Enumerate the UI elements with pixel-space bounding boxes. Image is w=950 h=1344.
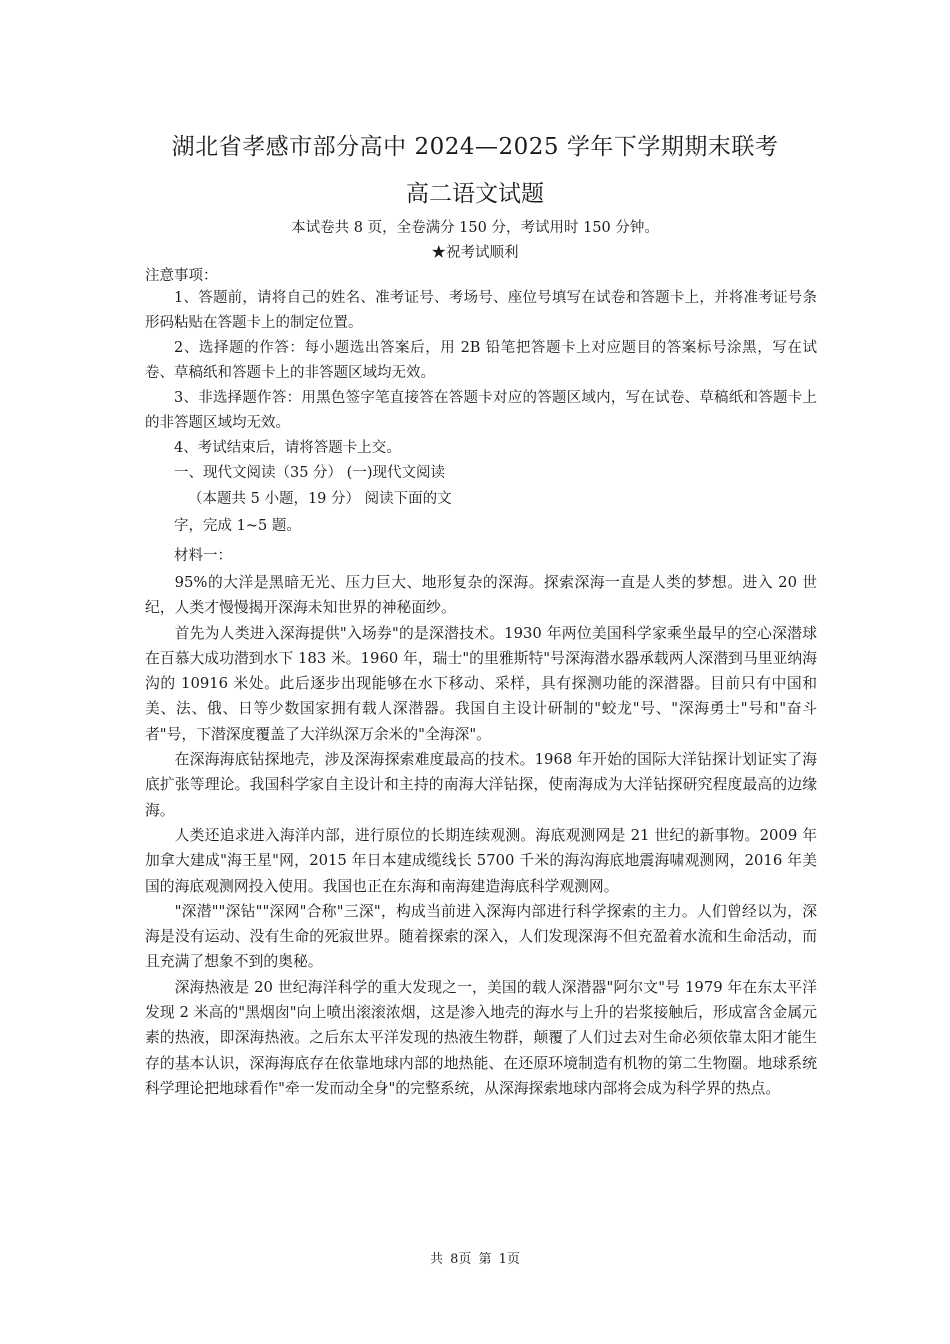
exam-info: 本试卷共 8 页，全卷满分 150 分，考试用时 150 分钟。: [291, 220, 659, 236]
passage-paragraph: 在深海海底钻探地壳，涉及深海探索难度最高的技术。1968 年开始的国际大洋钻探计划证实了海底扩张等理论。我国科学家自主设计和主持的南海大洋钻探，使南海成为大洋钻探研究程度最高的边缘海。: [145, 751, 817, 819]
exam-wish: ★祝考试顺利: [431, 245, 519, 261]
passage-paragraph: 首先为人类进入深海提供"入场券"的是深潜技术。1930 年两位美国科学家乘坐最早的空心深潜球在百慕大成功潜到水下 183 米。1960 年，瑞士"的里雅斯特"号深海潜水器承载两人深潜到马里亚纳海沟的 10916 米处。此后逐步出现能够在水下移动、采样，具有探测功能的深潜器。目前只有中国和美、法、俄、日等少数国家拥有载人深潜器。我国自主设计研制的"蛟龙"号、"深海勇士"号和"奋斗者"号，下潜深度覆盖了大洋纵深万余米的"全海深"。: [145, 624, 817, 743]
passage-paragraph: 深海热液是 20 世纪海洋科学的重大发现之一，美国的载人深潜器"阿尔文"号 1979 年在东太平洋发现 2 米高的"黑烟囱"向上喷出滚滚浓烟，这是渗入地壳的海水与上升的岩浆接触后，形成富含金属元素的热液，即深海热液。之后东太平洋发现的热液生物群，颠覆了人们过去对生命必须依靠太阳才能生存的基本认识，深海海底存在依靠地球内部的地热能、在还原环境制造有机物的第二生物圈。地球系统科学理论把地球看作"牵一发而动全身"的完整系统，从深海探索地球内部将会成为科学界的热点。: [145, 978, 817, 1097]
note-item: 4、考试结束后，请将答题卡上交。: [174, 440, 401, 456]
exam-subtitle: 高二语文试题: [406, 181, 544, 207]
page-footer: 共 8页 第 1页: [430, 1252, 520, 1267]
passage-paragraph: 人类还追求进入海洋内部，进行原位的长期连续观测。海底观测网是 21 世纪的新事物。2009 年加拿大建成"海王星"网，2015 年日本建成缆线长 5700 千米的海沟海底地震海啸观测网，2016 年美国的海底观测网投入使用。我国也正在东海和南海建造海底科学观测网。: [145, 826, 817, 895]
note-item: 1、答题前，请将自己的姓名、准考证号、考场号、座位号填写在试卷和答题卡上，并将准考证号条形码粘贴在答题卡上的制定位置。: [145, 290, 817, 331]
notes-title: 注意事项：: [145, 268, 218, 284]
notes-list: [145, 286, 817, 461]
section-instruction-line1: （本题共 5 小题，19 分） 阅读下面的文: [188, 491, 452, 507]
material-label: 材料一：: [174, 548, 232, 564]
exam-title: 湖北省孝感市部分高中 2024—2025 学年下学期期末联考: [171, 134, 779, 160]
passage-paragraph: "深潜""深钻""深网"合称"三深"，构成当前进入深海内部进行科学探索的主力。人们曾经以为，深海是没有运动、没有生命的死寂世界。随着探索的深入，人们发现深海不但充盈着水流和生命活动，而且充满了想象不到的奥秘。: [145, 902, 817, 971]
note-item: 2、选择题的作答：每小题选出答案后，用 2B 铅笔把答题卡上对应题目的答案标号涂黑，写在试卷、草稿纸和答题卡上的非答题区域均无效。: [145, 340, 817, 381]
section-instruction-line2: 字，完成 1~5 题。: [174, 518, 301, 534]
section-heading: 一、现代文阅读（35 分） (一)现代文阅读: [174, 465, 445, 481]
reading-passage: [145, 570, 817, 1101]
passage-paragraph: 95%的大洋是黑暗无光、压力巨大、地形复杂的深海。探索深海一直是人类的梦想。进入 20 世纪，人类才慢慢揭开深海未知世界的神秘面纱。: [145, 574, 817, 617]
note-item: 3、非选择题作答：用黑色签字笔直接答在答题卡对应的答题区域内，写在试卷、草稿纸和答题卡上的非答题区域均无效。: [145, 390, 817, 431]
